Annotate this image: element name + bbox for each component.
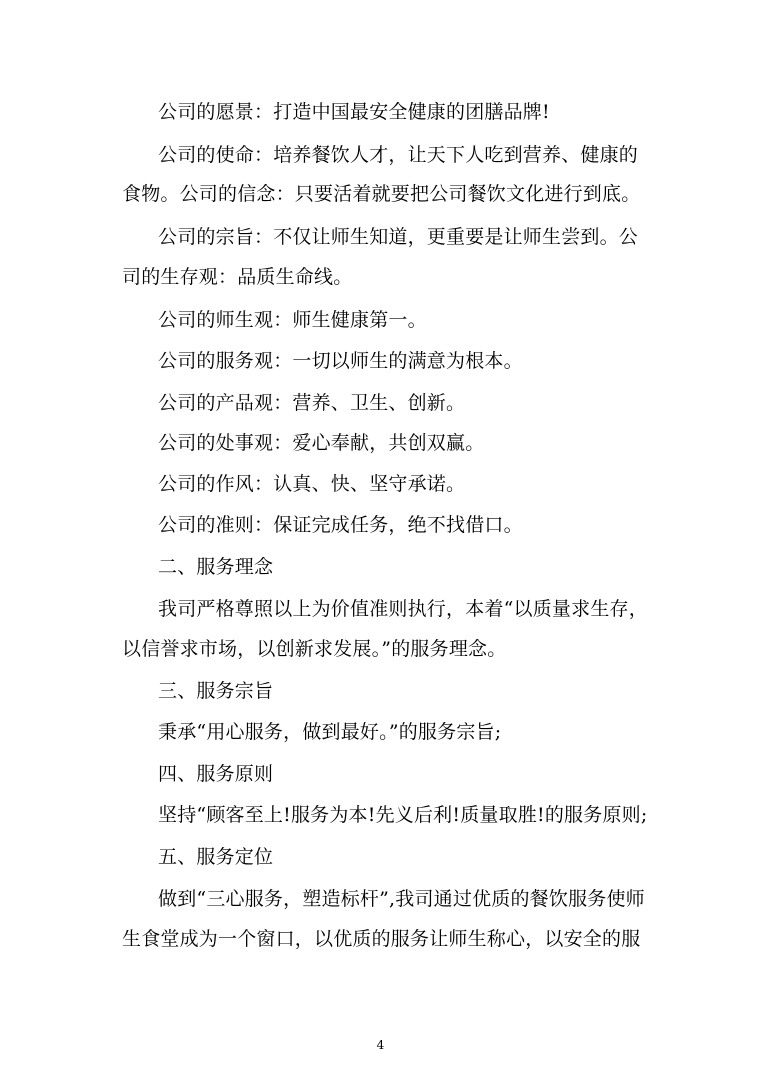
heading-service-principle: 四、服务原则 (158, 763, 274, 785)
paragraph-service-principle: 坚持“顾客至上!服务为本!先义后利!质量取胜!的服务原则; (158, 804, 648, 826)
paragraph-service-concept-line-2: 以信誉求市场，以创新求发展。”的服务理念。 (122, 638, 507, 660)
heading-service-purpose: 三、服务宗旨 (158, 680, 274, 702)
paragraph-vision: 公司的愿景：打造中国最安全健康的团膳品牌! (158, 101, 550, 123)
paragraph-mission-line-1: 公司的使命：培养餐饮人才，让天下人吃到营养、健康的 (158, 144, 639, 166)
heading-service-concept: 二、服务理念 (158, 556, 274, 578)
paragraph-service-positioning-line-2: 生食堂成为一个窗口，以优质的服务让师生称心，以安全的服 (122, 928, 641, 950)
paragraph-mission-line-2: 食物。公司的信念：只要活着就要把公司餐饮文化进行到底。 (122, 183, 641, 205)
paragraph-service-concept-line-1: 我司严格尊照以上为价值准则执行，本着“以质量求生存， (158, 598, 648, 620)
paragraph-style: 公司的作风：认真、快、坚守承诺。 (158, 473, 466, 495)
paragraph-service-view: 公司的服务观：一切以师生的满意为根本。 (158, 350, 523, 372)
paragraph-purpose-line-1: 公司的宗旨：不仅让师生知道，更重要是让师生尝到。公 (158, 226, 639, 248)
paragraph-principle: 公司的准则：保证完成任务，绝不找借口。 (158, 514, 523, 536)
heading-service-positioning: 五、服务定位 (158, 846, 274, 868)
paragraph-teacher-student-view: 公司的师生观：师生健康第一。 (158, 309, 427, 331)
page-number: 4 (376, 1038, 385, 1052)
paragraph-service-positioning-line-1: 做到“三心服务，塑造标杆”,我司通过优质的餐饮服务使师 (158, 888, 645, 910)
paragraph-product-view: 公司的产品观：营养、卫生、创新。 (158, 392, 466, 414)
paragraph-conduct-view: 公司的处事观：爱心奉献，共创双赢。 (158, 432, 485, 454)
paragraph-service-purpose: 秉承“用心服务，做到最好。”的服务宗旨; (158, 721, 502, 743)
paragraph-purpose-line-2: 司的生存观：品质生命线。 (122, 266, 353, 288)
